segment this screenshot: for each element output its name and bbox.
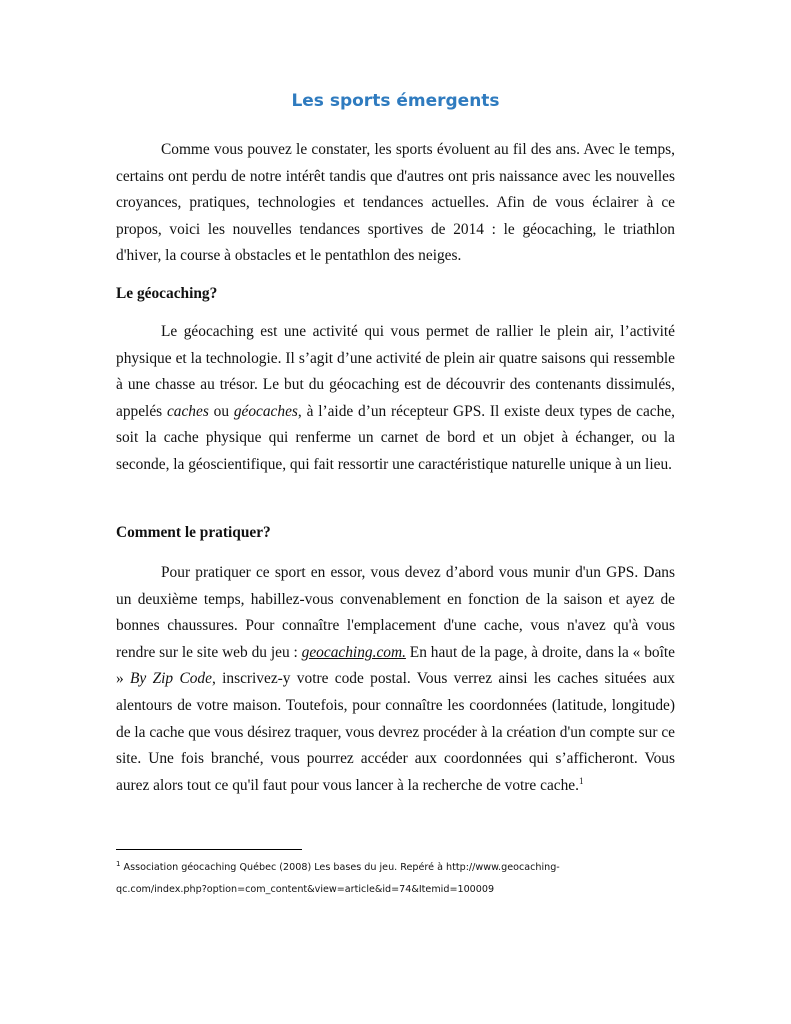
by-zip-code-term: By Zip Code — [130, 670, 212, 688]
geocaching-paragraph — [116, 319, 675, 479]
intro-paragraph — [116, 137, 675, 270]
caches-term: caches — [166, 402, 209, 420]
geocaching-text-part1: Le géocaching est une activité qui vous permet de rallier le plein air, l’activité physique et la technologie. Il s’agit d’une activité de plein air quatre saisons qui ressemble à une chasse au trésor. Le but du géocaching est de découvrir des contenants dissimulés, appelés — [116, 323, 675, 420]
page-title: Les sports émergents — [291, 91, 500, 111]
intro-text: Comme vous pouvez le constater, les sports évoluent au fil des ans. Avec le temps, certains ont perdu de notre intérêt tandis que d'autres ont pris naissance avec les nouvelles croyances, pratiques, technologies et tendances actuelles. Afin de vous éclairer à ce propos, voici les nouvelles tendances sportives de 2014 : le géocaching, le triathlon d'hiver, la course à obstacles et le pentathlon des neiges. — [116, 141, 675, 265]
geocaching-text-part3: , à l’aide d’un récepteur GPS. Il existe deux types de cache, soit la cache physique qui renferme un carnet de bord et un objet à échanger, ou la seconde, la géoscientifique, qui fait ressortir une caractéristique naturelle unique à un lieu. — [116, 402, 676, 473]
geocaches-term: géocaches — [233, 402, 298, 420]
section-heading-how-to: Comment le pratiquer? — [116, 524, 271, 541]
footnote — [116, 857, 676, 901]
footnote-divider — [116, 849, 302, 850]
geocaching-text-part2: ou — [208, 402, 234, 420]
footnote-text-line1: Association géocaching Québec (2008) Les bases du jeu. Repéré à http://www.geocaching- — [120, 862, 560, 873]
footnote-text-line2: qc.com/index.php?option=com_content&view=article&id=74&Itemid=100009 — [116, 884, 495, 895]
footnote-reference[interactable]: 1 — [578, 775, 584, 786]
how-to-text-part3: , inscrivez-y votre code postal. Vous verrez ainsi les caches situées aux alentours de votre maison. Toutefois, pour connaître les coordonnées (latitude, longitude) de la cache que vous désirez traquer, vous devrez procéder à la création d'un compte sur ce site. Une fois branché, vous pourrez accéder aux coordonnées qui s’afficheront. Vous aurez alors tout ce qu'il faut pour vous lancer à la recherche de votre cache. — [116, 670, 675, 794]
how-to-text-part2: En haut de la page, à droite, dans la « boîte » — [116, 643, 675, 688]
geocaching-site-link[interactable]: geocaching.com. — [301, 643, 406, 661]
footnote-number: 1 — [116, 859, 121, 868]
section-heading-geocaching: Le géocaching? — [116, 285, 218, 302]
how-to-paragraph — [116, 560, 675, 799]
how-to-text-part1: Pour pratiquer ce sport en essor, vous devez d’abord vous munir d'un GPS. Dans un deuxième temps, habillez-vous convenablement en fonction de la saison et ayez de bonnes chaussures. Pour connaître l'emplacement d'une cache, vous n'avez qu'à vous rendre sur le site web du jeu : — [116, 564, 675, 661]
